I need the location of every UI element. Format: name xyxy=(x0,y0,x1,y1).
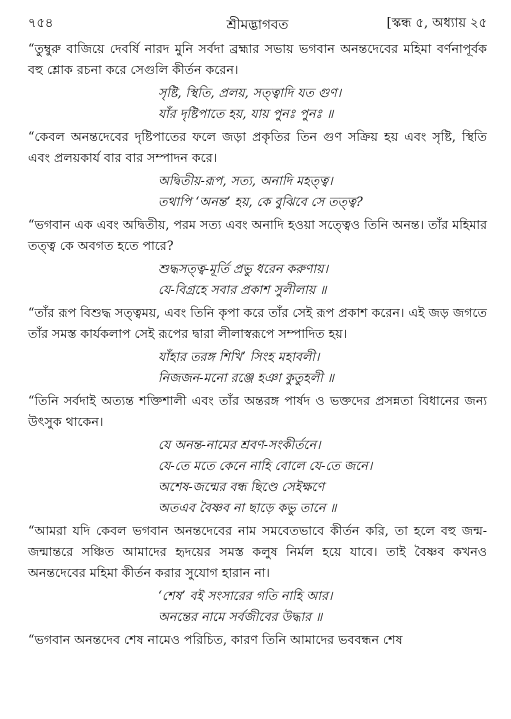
verse-line: সৃষ্টি, স্থিতি, প্রলয়, সত্ত্বাদি যত গুণ। xyxy=(158,85,342,100)
verse xyxy=(158,346,487,388)
verse-line: নিজজন-মনো রঞ্জে হঞা কুতুহলী ॥ xyxy=(158,370,334,385)
verse-line: যে-বিগ্রহে সবার প্রকাশ সুলীলায় ॥ xyxy=(158,282,327,297)
paragraph: “কেবল অনন্তদেবের দৃষ্টিপাতের ফলে জড়া প্রকৃতির তিন গুণ সক্রিয় হয় এবং সৃষ্টি, স্থিতি এবং প্রলয়কার্য বার বার সম্পাদন করে। xyxy=(28,129,487,165)
verse-line: যাঁহার তরঙ্গ শিখি’ সিংহ মহাবলী। xyxy=(158,349,320,364)
page-number: ৭৫৪ xyxy=(28,16,54,31)
verse xyxy=(158,585,487,627)
paragraph: “তাঁর রূপ বিশুদ্ধ সত্ত্বময়, এবং তিনি কৃপা করে তাঁর সেই রূপ প্রকাশ করেন। এই জড় জগতে তাঁর সমস্ত কার্যকলাপ সেই রূপের দ্বারা লীলাস্বরূপে সম্পাদিত হয়। xyxy=(28,305,487,341)
verse-line: অনন্তের নামে সর্বজীবের উদ্ধার ॥ xyxy=(158,609,323,624)
verse xyxy=(158,82,487,124)
paragraph: “ভগবান এক এবং অদ্বিতীয়, পরম সত্য এবং অনাদি হওয়া সত্ত্বেও তিনি অনন্ত। তাঁর মহিমার তত্ত্ব কে অবগত হতে পারে? xyxy=(28,217,487,253)
verse-line: যে অনন্ত-নামের শ্রবণ-সংকীর্তনে। xyxy=(158,437,321,452)
page-content xyxy=(28,38,487,650)
verse-line: ‘শেষ’ বই সংসারের গতি নাহি আর। xyxy=(158,588,333,603)
page-header xyxy=(28,14,487,36)
verse xyxy=(158,434,487,518)
verse xyxy=(158,170,487,212)
paragraph: “তুম্বুরু বাজিয়ে দেবর্ষি নারদ মুনি সর্বদা ব্রহ্মার সভায় ভগবান অনন্তদেবের মহিমা বর্ণনাপূর্বক বহু শ্লোক রচনা করে সেগুলি কীর্তন করেন। xyxy=(28,41,487,77)
verse-line: অতএব বৈষ্ণব না ছাড়ে কভু তানে ॥ xyxy=(158,500,337,515)
paragraph: “তিনি সর্বদাই অত্যন্ত শক্তিশালী এবং তাঁর অন্তরঙ্গ পার্ষদ ও ভক্তদের প্রসন্নতা বিধানের জন্য উৎসুক থাকেন। xyxy=(28,393,487,429)
verse-line: যাঁর দৃষ্টিপাতে হয়, যায় পুনঃ পুনঃ ॥ xyxy=(158,106,334,121)
section-reference: [স্কন্ধ ৫, অধ্যায় ২৫ xyxy=(386,16,487,31)
verse xyxy=(158,258,487,300)
verse-line: অশেষ-জন্মের বন্ধ ছিণ্ডে সেইক্ষণে xyxy=(158,479,325,494)
verse-line: যে-তে মতে কেনে নাহি বোলে যে-তে জনে। xyxy=(158,458,373,473)
verse-line: অদ্বিতীয়-রূপ, সত্য, অনাদি মহত্ত্ব। xyxy=(158,173,333,188)
paragraph: “আমরা যদি কেবল ভগবান অনন্তদেবের নাম সমবেতভাবে কীর্তন করি, তা হলে বহু জন্ম-জন্মান্তরে সঞ্চিত আমাদের হৃদয়ের সমস্ত কলুষ নির্মল হয়ে যাবে। তাই বৈষ্ণব কখনও অনন্তদেবের মহিমা কীর্তন করার সুযোগ হারান না। xyxy=(28,523,487,580)
verse-line: তথাপি ‘অনন্ত’ হয়, কে বুঝিবে সে তত্ত্ব? xyxy=(158,194,363,209)
paragraph: “ভগবান অনন্তদেব শেষ নামেও পরিচিত, কারণ তিনি আমাদের ভববন্ধন শেষ xyxy=(28,632,403,647)
book-title: শ্রীমদ্ভাগবত xyxy=(226,17,289,33)
verse-line: শুদ্ধসত্ত্ব-মূর্তি প্রভু ধরেন করুণায়। xyxy=(158,261,329,276)
